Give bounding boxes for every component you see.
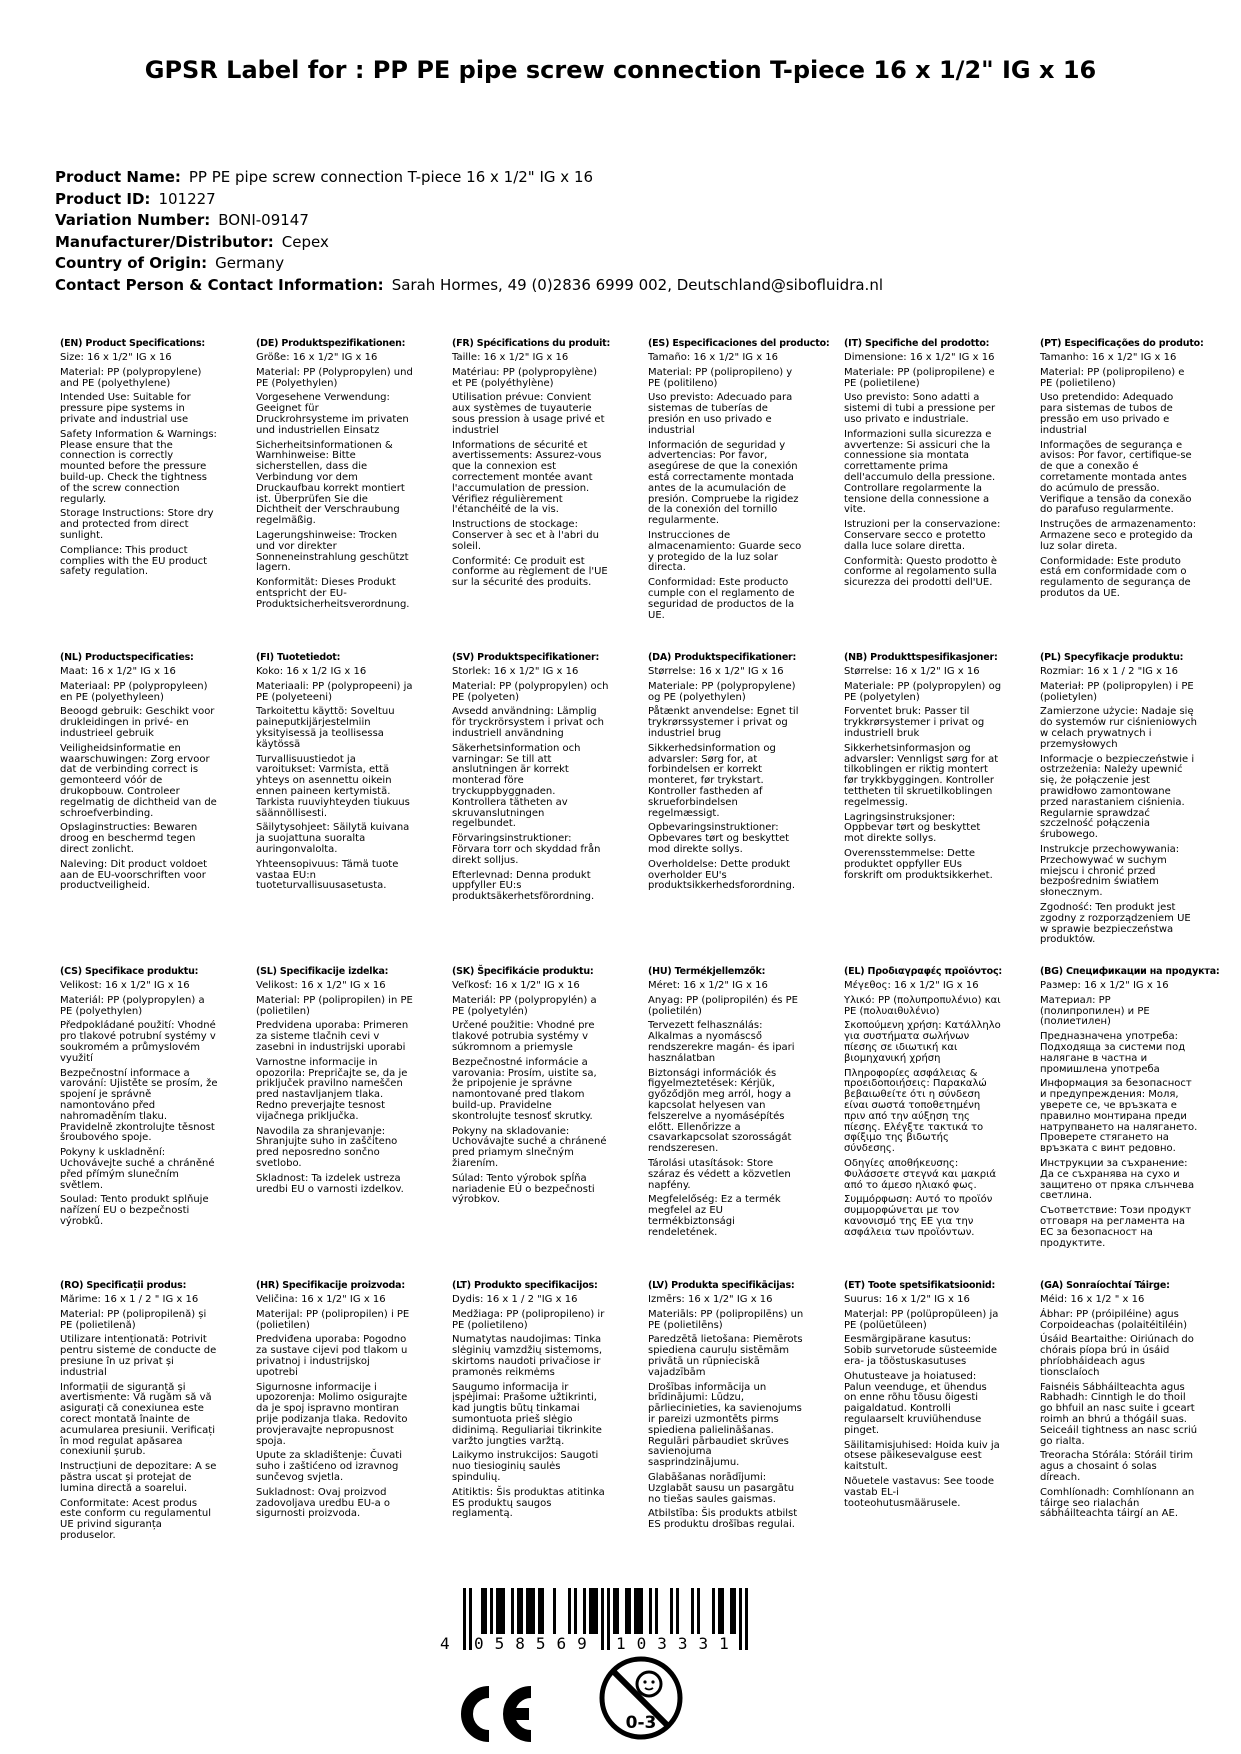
spec-paragraph: Určené použitie: Vhodné pre tlakové potrubia systémy v súkromnom a priemysle (452, 1020, 595, 1053)
language-block-header: (DE) Produktspezifikationen: (256, 338, 406, 349)
product-info-label: Product Name: (55, 168, 181, 186)
product-info-label: Manufacturer/Distributor: (55, 232, 274, 251)
language-block (452, 966, 634, 1280)
language-block (452, 652, 634, 966)
spec-paragraph: Sikkerhedsinformation og advarsler: Sørg for, at forbindelsen er korrekt monteret, før trykstart. Kontroller fastheden af skrueforbindelsen regelmæssigt. (648, 742, 776, 819)
product-info-row (55, 275, 1185, 297)
language-block-header: (SV) Produktspecifikationer: (452, 652, 600, 663)
product-info-label: Product ID: (55, 189, 151, 208)
language-block-body (452, 667, 610, 903)
spec-paragraph: Predvidena uporaba: Primeren za sisteme tlačnih cevi v zasebni in industrijski uporabi (256, 1020, 409, 1053)
language-block (844, 966, 1026, 1280)
spec-paragraph: Storlek: 16 x 1/2" IG x 16 (452, 666, 579, 677)
spec-paragraph: Mărime: 16 x 1 / 2 " IG x 16 (60, 1294, 199, 1305)
language-block-header: (NL) Productspecificaties: (60, 652, 194, 663)
language-block-body (256, 667, 414, 892)
spec-paragraph: Sigurnosne informacije i upozorenja: Molimo osigurajte da je spoj ispravno montiran prije podizanja tlaka. Redovito provjeravajte nepropusnost spoja. (256, 1381, 408, 1447)
language-block-header: (EN) Product Specifications: (60, 338, 205, 349)
spec-paragraph: Lagerungshinweise: Trocken und vor direkter Sonneneinstrahlung geschützt lagern. (256, 529, 409, 574)
language-grid (60, 338, 1222, 1594)
spec-paragraph: Izmērs: 16 x 1/2" IG x 16 (648, 1294, 773, 1305)
language-block (452, 1280, 634, 1594)
spec-paragraph: Zamierzone użycie: Nadaje się do systemów rur ciśnieniowych w celach prywatnych i przemysłowych (1040, 706, 1197, 750)
spec-paragraph: Sukladnost: Ovaj proizvod zadovoljava uredbu EU-a o sigurnosti proizvoda. (256, 1486, 391, 1520)
language-block-header: (FI) Tuotetiedot: (256, 652, 341, 663)
spec-paragraph: Bezpečnostné informácie a varovania: Prosím, uistite sa, že pripojenie je správne namontované pred tlakom build-up. Pravidelne skontrolujte tesnosť skrutky. (452, 1056, 597, 1122)
spec-paragraph: Navodila za shranjevanje: Shranjujte suho in zaščiteno pred neposredno sončno svetlobo. (256, 1125, 398, 1169)
spec-paragraph: Intended Use: Suitable for pressure pipe systems in private and industrial use (60, 392, 191, 425)
spec-paragraph: Laikymo instrukcijos: Saugoti nuo tiesioginių saulės spindulių. (452, 1450, 599, 1483)
language-block-body (648, 1295, 806, 1531)
barcode-digit-lead: 4 (440, 1634, 450, 1653)
language-block-body (1040, 667, 1198, 946)
product-info-row (55, 167, 1185, 189)
spec-paragraph: Conformidade: Este produto está em conformidade com o regulamento de segurança de produtos da UE. (1040, 555, 1191, 599)
language-block-header: (FR) Spécifications du produit: (452, 338, 611, 349)
language-block (648, 966, 830, 1280)
spec-paragraph: Ohutusteave ja hoiatused: Palun veenduge, et ühendus on enne rõhu tõusu õigesti paigaldatud. Kontrolli regulaarselt kruviühenduse pinget. (844, 1370, 987, 1436)
language-block-body (60, 1295, 218, 1542)
spec-paragraph: Megfelelőség: Ez a termék megfelel az EU termékbiztonsági rendeletének. (648, 1194, 781, 1238)
language-block-body (844, 353, 1002, 589)
spec-paragraph: Instructions de stockage: Conserver à sec et à l'abri du soleil. (452, 519, 599, 552)
barcode-digits-right: 103331 (616, 1634, 740, 1653)
language-block (1040, 1280, 1222, 1594)
spec-paragraph: Suurus: 16 x 1/2" IG x 16 (844, 1294, 970, 1305)
spec-paragraph: Treoracha Stórála: Stóráil tirim agus a chosaint ó solas díreach. (1040, 1450, 1193, 1483)
language-block-header: (ES) Especificaciones del producto: (648, 338, 830, 349)
language-block (60, 1280, 242, 1594)
spec-paragraph: Conformité: Ce produit est conforme au règlement de l'UE sur la sécurité des produits. (452, 555, 608, 589)
product-info-label: Variation Number: (55, 211, 211, 229)
spec-paragraph: Σκοπούμενη χρήση: Κατάλληλο για συστήματα σωλήνων πίεσης σε ιδιωτική και βιομηχανική χρήση (844, 1020, 1001, 1064)
age-warning-0-3-icon (598, 1655, 684, 1741)
ce-mark-icon (455, 1686, 537, 1742)
spec-paragraph: Tarkoitettu käyttö: Soveltuu paineputkijärjestelmiin yksityisessä ja teollisessa käytössä (256, 706, 395, 750)
spec-paragraph: Úsáid Beartaithe: Oiriúnach do chórais píopa brú in úsáid phríobháideach agus tionsclaíoch (1040, 1334, 1194, 1378)
language-block-header: (BG) Спецификации на продукта: (1040, 966, 1220, 977)
language-block-header: (IT) Specifiche del prodotto: (844, 338, 990, 349)
spec-paragraph: Uso pretendido: Adequado para sistemas de tubos de pressão em uso privado e industrial (1040, 392, 1174, 436)
spec-paragraph: Glabāšanas norādījumi: Uzglabāt sausu un pasargātu no tiešas saules gaismas. (648, 1471, 795, 1505)
spec-paragraph: Informations de sécurité et avertissements: Assurez-vous que la connexion est correctement montée avant l'accumulation de pression. Vérifiez régulièrement l'étanchéité de la vis. (452, 439, 602, 516)
spec-paragraph: Instrucciones de almacenamiento: Guarde seco y protegido de la luz solar directa. (648, 529, 802, 574)
spec-paragraph: Opbevaringsinstruktioner: Opbevares tørt og beskyttet mod direkte sollys. (648, 822, 790, 855)
language-block-header: (LT) Produkto specifikacijos: (452, 1280, 598, 1291)
spec-paragraph: Informacje o bezpieczeństwie i ostrzeżenia: Należy upewnić się, że połączenie jest prawidłowo zamontowane przed narastaniem ciśnienia. Regularnie sprawdzać szczelność połączenia śrubowego. (1040, 753, 1195, 841)
spec-paragraph: Материал: PP (полипропилен) и PE (полиетилен) (1040, 994, 1150, 1028)
spec-paragraph: Utilizare intenționată: Potrivit pentru sisteme de conducte de presiune în uz privat și industrial (60, 1334, 217, 1378)
spec-paragraph: Medžiaga: PP (polipropileno) ir PE (polietileno) (452, 1308, 605, 1331)
spec-paragraph: Инструкции за съхранение: Да се съхранява на сухо и защитено от пряка слънчева светлина. (1040, 1157, 1195, 1202)
language-block-header: (PT) Especificações do produto: (1040, 338, 1204, 349)
spec-paragraph: Koko: 16 x 1/2 IG x 16 (256, 666, 367, 677)
spec-paragraph: Súlad: Tento výrobok spĺňa nariadenie EÚ o bezpečnosti výrobkov. (452, 1172, 595, 1206)
language-block-body (1040, 1295, 1198, 1520)
spec-paragraph: Tárolási utasítások: Store száraz és védett a közvetlen napfény. (648, 1157, 791, 1191)
spec-paragraph: Taille: 16 x 1/2" IG x 16 (452, 352, 569, 363)
spec-paragraph: Instruções de armazenamento: Armazene seco e protegido da luz solar direta. (1040, 519, 1197, 552)
language-block-body (1040, 981, 1198, 1249)
language-block-body (844, 1295, 1002, 1509)
language-block-body (1040, 353, 1198, 600)
spec-paragraph: Materiál: PP (polypropylén) a PE (polyetylén) (452, 994, 597, 1017)
product-info-row (55, 253, 1185, 275)
spec-paragraph: Tervezett felhasználás: Alkalmas a nyomáscső rendszerekre magán- és ipari használatban (648, 1020, 795, 1064)
spec-paragraph: Informații de siguranță și avertismente: Vă rugăm să vă asigurați că conexiunea este corect montată înainte de acumularea presiunii. Verificați în mod regulat apăsarea conexiunii șurub. (60, 1381, 215, 1458)
spec-paragraph: Πληροφορίες ασφάλειας & προειδοποιήσεις: Παρακαλώ βεβαιωθείτε ότι η σύνδεση είναι σωστά τοποθετημένη πριν από την αύξηση της πίεσης. Ελέγξτε τακτικά το σφίξιμο της βιδωτής σύνδεσης. (844, 1067, 987, 1155)
spec-paragraph: Size: 16 x 1/2" IG x 16 (60, 352, 172, 363)
spec-paragraph: Atitiktis: Šis produktas atitinka ES produktų saugos reglamentą. (452, 1486, 605, 1520)
spec-paragraph: Atbilstība: Šis produkts atbilst ES produktu drošības regulai. (648, 1508, 798, 1531)
spec-paragraph: Istruzioni per la conservazione: Conservare secco e protetto dalla luce solare diretta. (844, 519, 1001, 552)
spec-paragraph: Avsedd användning: Lämplig för tryckrörsystem i privat och industriell användning (452, 706, 604, 739)
spec-paragraph: Matériau: PP (polypropylène) et PE (polyéthylène) (452, 366, 597, 389)
language-block (648, 338, 830, 652)
language-block-body (844, 667, 1002, 881)
spec-paragraph: Instrucțiuni de depozitare: A se păstra uscat și protejat de lumina directă a soarelui. (60, 1461, 217, 1494)
spec-paragraph: Materjal: PP (polüpropüleen) ja PE (polüetüleen) (844, 1308, 999, 1331)
spec-paragraph: Bezpečnostní informace a varování: Ujistěte se prosím, že spojení je správně namontováno před nahromaděním tlaku. Pravidelně zkontrolujte těsnost šroubového spoje. (60, 1067, 218, 1144)
spec-paragraph: Οδηγίες αποθήκευσης: Φυλάσσετε στεγνά και μακριά από το άμεσο ηλιακό φως. (844, 1157, 997, 1191)
language-block-header: (ET) Toote spetsifikatsioonid: (844, 1280, 996, 1291)
spec-paragraph: Drošības informācija un brīdinājumi: Lūdzu, pārliecinieties, ka savienojums ir pareizi uzmontēts pirms spiediena palielināšanas. Regulāri pārbaudiet skrūves savienojuma sasprindzinājumu. (648, 1381, 802, 1469)
spec-paragraph: Yhteensopivuus: Tämä tuote vastaa EU:n tuoteturvallisuusasetusta. (256, 858, 399, 892)
language-block-body (60, 353, 218, 578)
product-info-value: BONI-09147 (218, 211, 309, 229)
product-info-row (55, 232, 1185, 254)
page-title: GPSR Label for : PP PE pipe screw connection T-piece 16 x 1/2" IG x 16 (144, 56, 1097, 84)
spec-paragraph: Opslaginstructies: Bewaren droog en beschermd tegen direct zonlicht. (60, 822, 198, 855)
spec-paragraph: Materijal: PP (polipropilen) i PE (polietilen) (256, 1308, 410, 1331)
spec-paragraph: Forventet bruk: Passer til trykkrørsystemer i privat og industriell bruk (844, 706, 985, 739)
product-info-value: 101227 (158, 189, 216, 208)
language-block-body (452, 1295, 610, 1520)
age-warning-label: 0-3 (625, 1713, 657, 1733)
spec-paragraph: Méret: 16 x 1/2" IG x 16 (648, 980, 768, 991)
spec-paragraph: Información de seguridad y advertencias: Por favor, asegúrese de que la conexión está correctamente montada antes de la acumulación de presión. Compruebe la rigidez de la conexión del tornillo regularmente. (648, 439, 799, 527)
language-block-body (648, 353, 806, 621)
spec-paragraph: Naleving: Dit product voldoet aan de EU-voorschriften voor productveiligheid. (60, 858, 208, 892)
spec-paragraph: Velikost: 16 x 1/2" IG x 16 (60, 980, 190, 991)
language-block-header: (LV) Produkta specifikācijas: (648, 1280, 795, 1291)
spec-paragraph: Material: PP (polipropileno) y PE (politileno) (648, 366, 793, 389)
spec-paragraph: Anyag: PP (polipropilén) és PE (polietilén) (648, 994, 799, 1017)
spec-paragraph: Utilisation prévue: Convient aux systèmes de tuyauterie sous pression à usage privé et industriel (452, 392, 605, 436)
language-block-header: (SL) Specifikacije izdelka: (256, 966, 389, 977)
language-block-header: (PL) Specyfikacje produktu: (1040, 652, 1184, 663)
spec-paragraph: Veiligheidsinformatie en waarschuwingen: Zorg ervoor dat de verbinding correct is gemonteerd vóór de drukopbouw. Controleer regelmatig de dichtheid van de schroefverbinding. (60, 742, 217, 819)
product-info-value: Cepex (281, 232, 329, 251)
spec-paragraph: Pokyny na skladovanie: Uchovávajte suché a chránené pred priamym slnečným žiarením. (452, 1125, 607, 1169)
spec-paragraph: Skladnost: Ta izdelek ustreza uredbi EU o varnosti izdelkov. (256, 1172, 404, 1195)
spec-paragraph: Sikkerhetsinformasjon og advarsler: Vennligst sørg for at tilkoblingen er riktig montert før trykkbyggingen. Kontroller tettheten til skruetilkoblingen regelmessig. (844, 742, 999, 808)
spec-paragraph: Materiál: PP (polypropylen) a PE (polyethylen) (60, 994, 205, 1017)
product-info-value: Germany (215, 254, 285, 272)
language-block (256, 652, 438, 966)
language-block (1040, 652, 1222, 966)
language-block-header: (DA) Produktspecifikationer: (648, 652, 797, 663)
language-block-body (648, 981, 806, 1239)
spec-paragraph: Størrelse: 16 x 1/2" IG x 16 (648, 666, 784, 677)
language-block-header: (GA) Sonraíochtaí Táirge: (1040, 1280, 1170, 1291)
product-info-label: Contact Person & Contact Information: (55, 275, 384, 294)
spec-paragraph: Materiāls: PP (polipropilēns) un PE (polietilēns) (648, 1308, 804, 1331)
spec-paragraph: Dydis: 16 x 1 / 2 "IG x 16 (452, 1294, 578, 1305)
spec-paragraph: Predviđena uporaba: Pogodno za sustave cijevi pod tlakom u privatnoj i industrijskoj upotrebi (256, 1334, 408, 1378)
spec-paragraph: Material: PP (polipropileno) e PE (polietileno) (1040, 366, 1185, 389)
spec-paragraph: Vorgesehene Verwendung: Geeignet für Druckrohrsysteme im privaten und industriellen Einsatz (256, 392, 409, 436)
spec-paragraph: Pokyny k uskladnění: Uchovávejte suché a chráněné před přímým slunečním světlem. (60, 1147, 215, 1191)
language-block-body (60, 667, 218, 892)
language-block-body (452, 353, 610, 589)
spec-paragraph: Ábhar: PP (próipiléine) agus Corpoideachas (polaitéitiléin) (1040, 1308, 1187, 1331)
spec-paragraph: Beoogd gebruik: Geschikt voor drukleidingen in privé- en industrieel gebruik (60, 706, 215, 739)
spec-paragraph: Efterlevnad: Denna produkt uppfyller EU:s produktsäkerhetsförordning. (452, 869, 595, 903)
spec-paragraph: Säilitamisjuhised: Hoida kuiv ja otsese päikesevalguse eest kaitstult. (844, 1439, 1000, 1473)
spec-paragraph: Materiale: PP (polypropylene) og PE (polyethylen) (648, 680, 796, 703)
spec-paragraph: Material: PP (polipropilenă) și PE (polietilenă) (60, 1308, 207, 1331)
spec-paragraph: Größe: 16 x 1/2" IG x 16 (256, 352, 378, 363)
spec-paragraph: Materiale: PP (polipropilene) e PE (polietilene) (844, 366, 995, 389)
spec-paragraph: Méid: 16 x 1/2 " x 16 (1040, 1294, 1145, 1305)
spec-paragraph: Turvallisuustiedot ja varoitukset: Varmista, että yhteys on asennettu oikein ennen paineen kertymistä. Tarkista ruuviyhteyden tiukuus säännöllisesti. (256, 753, 410, 819)
spec-paragraph: Upute za skladištenje: Čuvati suho i zaštićeno od izravnog sunčevog svjetla. (256, 1450, 403, 1483)
language-block (60, 338, 242, 652)
language-block-body (256, 981, 414, 1195)
product-info-value: Sarah Hormes, 49 (0)2836 6999 002, Deutschland@sibofluidra.nl (391, 275, 883, 294)
language-block-body (60, 981, 218, 1228)
spec-paragraph: Nõuetele vastavus: See toode vastab EL-i tooteohutusmäärusele. (844, 1475, 995, 1509)
spec-paragraph: Conformità: Questo prodotto è conforme al regolamento sulla sicurezza dei prodotti dell'UE. (844, 555, 998, 589)
spec-paragraph: Uso previsto: Adecuado para sistemas de tuberías de presión en uso privado e industrial (648, 392, 793, 436)
language-block-header: (RO) Specificații produs: (60, 1280, 187, 1291)
spec-paragraph: Informazioni sulla sicurezza e avvertenze: Si assicuri che la connessione sia montata correttamente prima dell'accumulo della pressione. Controllare regolarmente la tensione della connessione a vite. (844, 428, 996, 516)
spec-paragraph: Material: PP (polipropilen) in PE (polietilen) (256, 994, 413, 1017)
spec-paragraph: Material: PP (polypropylen) och PE (polyeten) (452, 680, 609, 703)
language-block (256, 338, 438, 652)
spec-paragraph: Μέγεθος: 16 x 1/2" IG x 16 (844, 980, 979, 991)
spec-paragraph: Säkerhetsinformation och varningar: Se till att anslutningen är korrekt monterad före tryckuppbyggnaden. Kontrollera tätheten av skruvanslutningen regelbundet. (452, 742, 581, 830)
spec-paragraph: Съответствие: Този продукт отговаря на регламента на ЕС за безопасност на продуктите. (1040, 1205, 1192, 1249)
spec-paragraph: Conformitate: Acest produs este conform cu regulamentul UE privind siguranța produselor. (60, 1497, 211, 1541)
spec-paragraph: Numatytas naudojimas: Tinka slėginių vamzdžių sistemoms, skirtoms naudoti privačiose ir pramonės reikmėms (452, 1334, 603, 1378)
spec-paragraph: Faisnéis Sábháilteachta agus Rabhadh: Cinntigh le do thoil go bhfuil an nasc suite i gceart roimh an bhrú a thógáil suas. Seiceáil tightness an nasc scriú go rialta. (1040, 1381, 1198, 1447)
spec-paragraph: Paredzētā lietošana: Piemērots spiediena cauruļu sistēmām privātā un rūpnieciskā vajadzībām (648, 1334, 803, 1378)
spec-paragraph: Materiaal: PP (polypropyleen) en PE (polyethyleen) (60, 680, 208, 703)
language-block (648, 652, 830, 966)
barcode-digits-left: 058569 (474, 1634, 598, 1653)
spec-paragraph: Safety Information & Warnings: Please ensure that the connection is correctly mounted before the pressure build-up. Check the tightness of the screw connection regularly. (60, 428, 217, 505)
spec-paragraph: Tamaño: 16 x 1/2" IG x 16 (648, 352, 779, 363)
language-block (844, 338, 1026, 652)
spec-paragraph: Συμμόρφωση: Αυτό το προϊόν συμμορφώνεται με τον κανονισμό της ΕΕ για την ασφάλεια των προϊόντων. (844, 1194, 993, 1238)
spec-paragraph: Overensstemmelse: Dette produktet oppfyller EUs forskrift om produktsikkerhet. (844, 847, 993, 881)
spec-paragraph: Material: PP (Polypropylen) und PE (Polyethylen) (256, 366, 413, 389)
spec-paragraph: Størrelse: 16 x 1/2" IG x 16 (844, 666, 980, 677)
spec-paragraph: Säilytysohjeet: Säilytä kuivana ja suojattuna suoralta auringonvalolta. (256, 822, 410, 855)
product-info-label: Country of Origin: (55, 254, 208, 272)
language-block (256, 1280, 438, 1594)
language-block-body (452, 981, 610, 1206)
spec-paragraph: Eesmärgipärane kasutus: Sobib survetorude süsteemide era- ja tööstuskasutuses (844, 1334, 998, 1367)
spec-paragraph: Påtænkt anvendelse: Egnet til trykrørssystemer i privat og industriel brug (648, 706, 799, 739)
language-block-header: (SK) Špecifikácie produktu: (452, 966, 594, 977)
spec-paragraph: Υλικό: PP (πολυπροπυλένιο) και PE (πολυαιθυλένιο) (844, 994, 1001, 1017)
language-block (844, 1280, 1026, 1594)
language-block (648, 1280, 830, 1594)
spec-paragraph: Předpokládané použití: Vhodné pro tlakové potrubní systémy v soukromém a průmyslovém využití (60, 1020, 216, 1064)
spec-paragraph: Veľkosť: 16 x 1/2" IG x 16 (452, 980, 580, 991)
language-block (844, 652, 1026, 966)
spec-paragraph: Storage Instructions: Store dry and protected from direct sunlight. (60, 508, 214, 541)
spec-paragraph: Materiał: PP (polipropylen) i PE (polietylen) (1040, 680, 1194, 703)
language-block (1040, 338, 1222, 652)
spec-paragraph: Velikost: 16 x 1/2" IG x 16 (256, 980, 386, 991)
spec-paragraph: Информация за безопасност и предупреждения: Моля, уверете се, че връзката е правилно монтирана преди натрупването на налягането. Проверете стягането на връзката с винт редовно. (1040, 1078, 1198, 1155)
ean-barcode (440, 1588, 752, 1656)
spec-paragraph: Uso previsto: Sono adatti a sistemi di tubi a pressione per uso privato e industriale. (844, 392, 996, 425)
spec-paragraph: Overholdelse: Dette produkt overholder EU's produktsikkerhedsforordning. (648, 858, 796, 892)
spec-paragraph: Conformidad: Este producto cumple con el reglamento de seguridad de productos de la UE. (648, 577, 795, 621)
spec-paragraph: Soulad: Tento produkt splňuje nařízení EU o bezpečnosti výrobků. (60, 1194, 209, 1227)
language-block-header: (HR) Specifikacije proizvoda: (256, 1280, 405, 1291)
spec-paragraph: Tamanho: 16 x 1/2" IG x 16 (1040, 352, 1177, 363)
language-block-header: (HU) Termékjellemzők: (648, 966, 766, 977)
spec-paragraph: Предназначена употреба: Подходяща за системи под налягане в частна и промишлена употреба (1040, 1031, 1186, 1075)
language-block (60, 652, 242, 966)
spec-paragraph: Rozmiar: 16 x 1 / 2 "IG x 16 (1040, 666, 1178, 677)
spec-paragraph: Comhlíonadh: Comhlíonann an táirge seo rialachán sábháilteachta táirgí an AE. (1040, 1486, 1195, 1520)
spec-paragraph: Konformität: Dieses Produkt entspricht der EU-Produktsicherheitsverordnung. (256, 577, 410, 610)
spec-paragraph: Materiale: PP (polypropylen) og PE (polyetylen) (844, 680, 1002, 703)
language-block-header: (CS) Specifikace produktu: (60, 966, 199, 977)
language-block-body (648, 667, 806, 892)
language-block-body (844, 981, 1002, 1239)
spec-paragraph: Biztonsági információk és figyelmeztetések: Kérjük, győződjön meg arról, hogy a kapcsolat helyesen van felszerelve a nyomásépítés előtt. Ellenőrizze a csavarkapcsolat szorosságát rendszeresen. (648, 1067, 792, 1155)
language-block-body (256, 1295, 414, 1520)
language-block-header: (EL) Προδιαγραφές προϊόντος: (844, 966, 1002, 977)
spec-paragraph: Compliance: This product complies with the EU product safety regulation. (60, 544, 208, 578)
spec-paragraph: Размер: 16 x 1/2" IG x 16 (1040, 980, 1169, 991)
product-info-value: PP PE pipe screw connection T-piece 16 x 1/2" IG x 16 (188, 168, 594, 186)
spec-paragraph: Varnostne informacije in opozorila: Prepričajte se, da je priključek pravilno nameščen pred nastavljanjem tlaka. Redno preverjajte tesnost vijačnega priključka. (256, 1056, 408, 1122)
spec-paragraph: Informações de segurança e avisos: Por favor, certifique-se de que a conexão é corretamente montada antes do acúmulo de pressão. Verifique a tensão da conexão do parafuso regularmente. (1040, 439, 1192, 516)
spec-paragraph: Maat: 16 x 1/2" IG x 16 (60, 666, 176, 677)
spec-paragraph: Dimensione: 16 x 1/2" IG x 16 (844, 352, 995, 363)
spec-paragraph: Materiaali: PP (polypropeeni) ja PE (polyeteeni) (256, 680, 413, 703)
language-block-header: (NB) Produkttspesifikasjoner: (844, 652, 998, 663)
spec-paragraph: Instrukcje przechowywania: Przechowywać w suchym miejscu i chronić przed bezpośrednim światłem słonecznym. (1040, 843, 1180, 899)
spec-paragraph: Veličina: 16 x 1/2" IG x 16 (256, 1294, 386, 1305)
language-block-body (256, 353, 414, 611)
spec-paragraph: Zgodność: Ten produkt jest zgodny z rozporządzeniem UE w sprawie bezpieczeństwa produktów. (1040, 901, 1191, 946)
language-block (256, 966, 438, 1280)
product-info-row (55, 189, 1185, 211)
language-block (452, 338, 634, 652)
language-block (60, 966, 242, 1280)
spec-paragraph: Lagringsinstruksjoner: Oppbevar tørt og beskyttet mot direkte sollys. (844, 811, 981, 845)
spec-paragraph: Saugumo informacija ir įspėjimai: Prašome užtikrinti, kad jungtis būtų tinkamai sumontuota prieš slėgio didinimą. Reguliariai tikrinkite varžto jungties varžtą. (452, 1381, 602, 1447)
spec-paragraph: Sicherheitsinformationen & Warnhinweise: Bitte sicherstellen, dass die Verbindung vor dem Druckaufbau korrekt montiert ist. Überprüfen Sie die Dichtheit der Verschraubung regelmäßig. (256, 439, 405, 527)
spec-paragraph: Material: PP (polypropylene) and PE (polyethylene) (60, 366, 202, 389)
product-info (55, 167, 1185, 296)
spec-paragraph: Förvaringsinstruktioner: Förvara torr och skyddad från direkt solljus. (452, 833, 601, 866)
product-info-row (55, 210, 1185, 232)
language-block (1040, 966, 1222, 1280)
